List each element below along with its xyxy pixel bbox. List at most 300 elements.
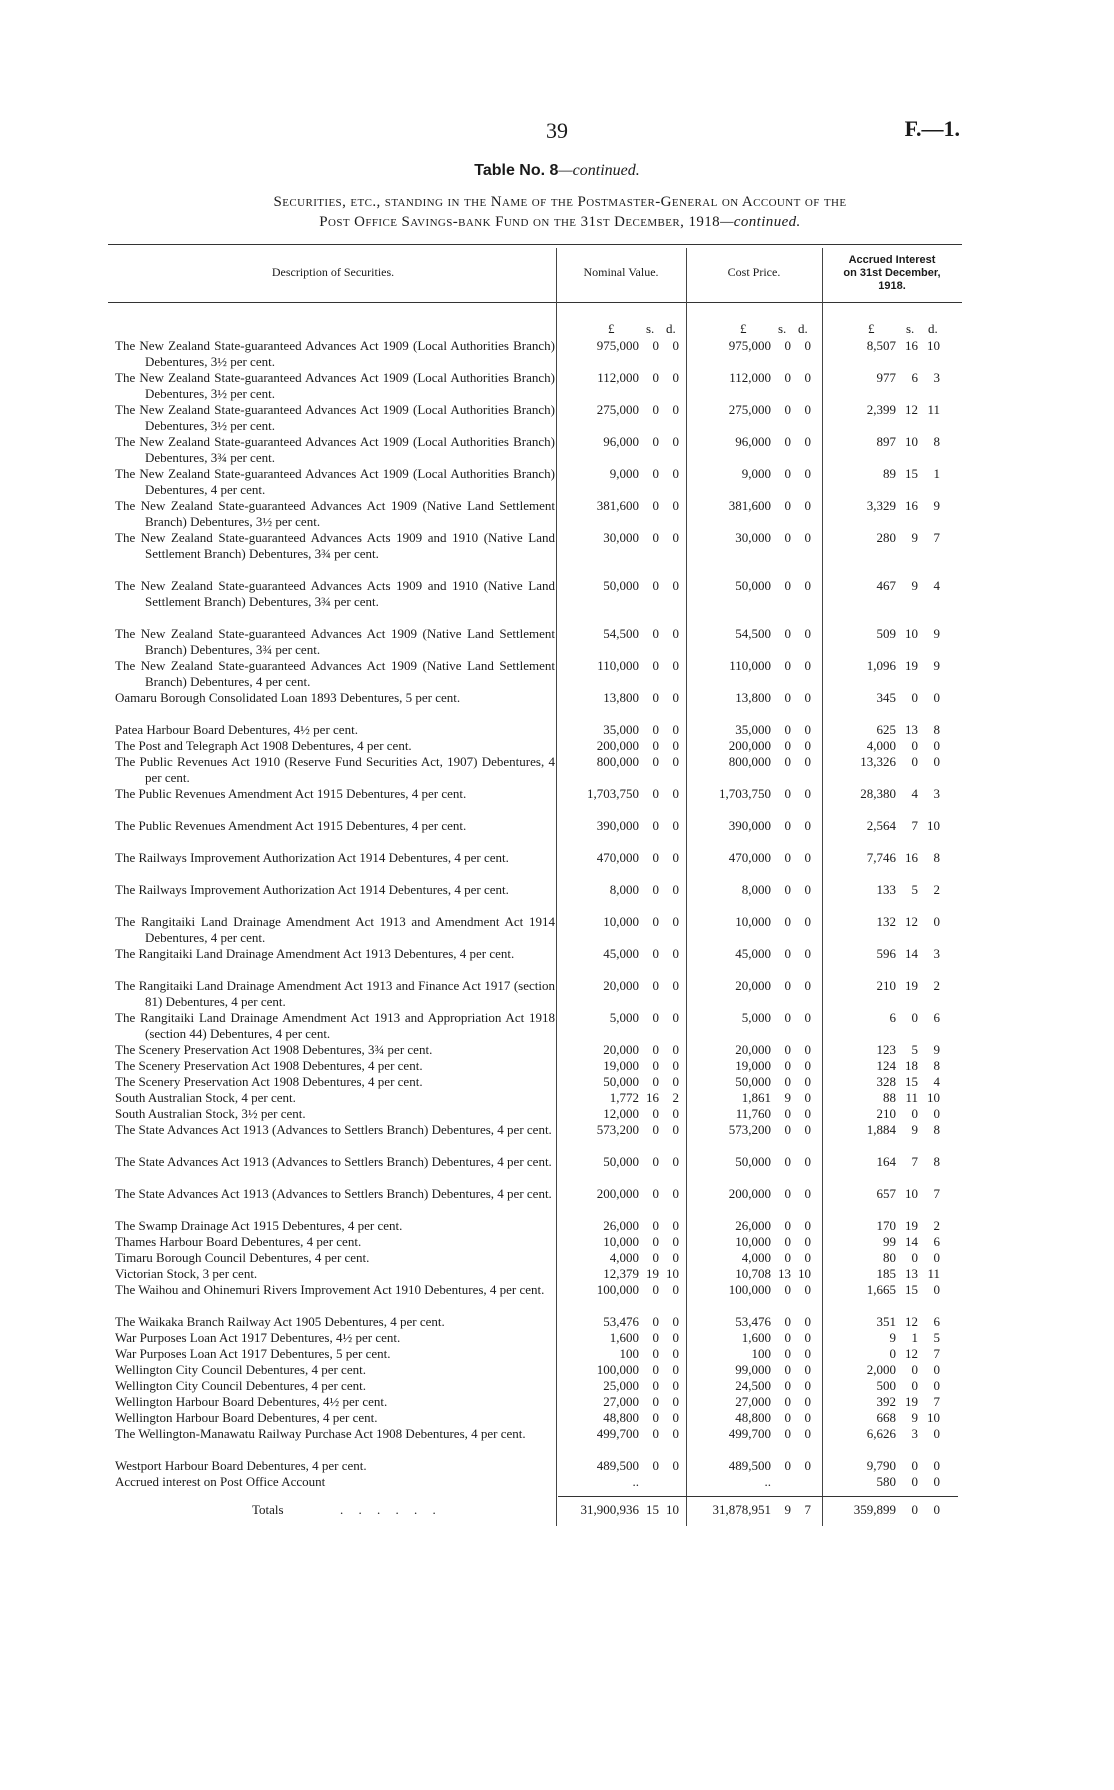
nominal-pence: 0 <box>672 1186 679 1201</box>
table-row <box>0 1410 1114 1426</box>
nominal-pounds: 390,000 <box>596 818 639 833</box>
nominal-pounds: 50,000 <box>603 1074 639 1089</box>
security-description <box>115 1218 555 1234</box>
nominal-pence: 0 <box>672 818 679 833</box>
security-description-text: Oamaru Borough Consolidated Loan 1893 Debentures, 5 per cent. <box>115 690 461 705</box>
nominal-shillings: 0 <box>652 882 659 897</box>
cost-pounds: 11,760 <box>735 1106 771 1121</box>
accrued-pounds: 1,096 <box>866 658 896 673</box>
accrued-pounds: 977 <box>876 370 896 385</box>
security-description <box>115 1410 555 1426</box>
header-top-rule <box>108 244 962 245</box>
nominal-shillings: 16 <box>646 1090 659 1105</box>
nominal-pence: 0 <box>672 850 679 865</box>
table-row <box>0 1266 1114 1282</box>
cost-pence: 0 <box>804 914 811 929</box>
cost-pounds: 26,000 <box>735 1218 771 1233</box>
security-description-text: The New Zealand State-guaranteed Advances Act 1909 (Native Land Settlement Branch) Debentures, 3½ per cent. <box>115 498 555 529</box>
table-row <box>0 1154 1114 1186</box>
nominal-shillings: 0 <box>652 1314 659 1329</box>
security-description <box>115 1074 555 1090</box>
accrued-pounds: 500 <box>876 1378 896 1393</box>
table-row <box>0 914 1114 946</box>
security-description-text: The Rangitaiki Land Drainage Amendment Act 1913 Debentures, 4 per cent. <box>115 946 515 961</box>
cost-shillings: 0 <box>784 1122 791 1137</box>
nominal-pounds: 26,000 <box>603 1218 639 1233</box>
accrued-pence: 0 <box>933 1282 940 1297</box>
nominal-shillings: 0 <box>652 338 659 353</box>
cost-pence: 0 <box>804 1394 811 1409</box>
nominal-pence: 0 <box>672 338 679 353</box>
accrued-shillings: 0 <box>911 690 918 705</box>
accrued-pounds: 6,626 <box>866 1426 896 1441</box>
cost-pounds: 5,000 <box>741 1010 771 1025</box>
totals-row <box>0 1502 1114 1522</box>
totals-cost-pounds: 31,878,951 <box>712 1502 771 1517</box>
cost-pounds: 1,703,750 <box>719 786 771 801</box>
security-description-text: Victorian Stock, 3 per cent. <box>115 1266 258 1281</box>
cost-pence: 0 <box>804 786 811 801</box>
accrued-shillings: 10 <box>905 626 918 641</box>
accrued-pounds: 6 <box>889 1010 896 1025</box>
security-description-text: The New Zealand State-guaranteed Advances Act 1909 (Local Authorities Branch) Debentures, 4 per cent. <box>115 466 555 497</box>
accrued-shillings: 7 <box>911 1154 918 1169</box>
security-description-text: Westport Harbour Board Debentures, 4 per cent. <box>115 1458 367 1473</box>
security-description-text: The State Advances Act 1913 (Advances to Settlers Branch) Debentures, 4 per cent. <box>115 1154 552 1169</box>
security-description-text: Wellington Harbour Board Debentures, 4 per cent. <box>115 1410 378 1425</box>
accrued-pence: 0 <box>933 1106 940 1121</box>
accrued-pounds: 210 <box>876 1106 896 1121</box>
accrued-shillings: 5 <box>911 882 918 897</box>
cost-pence: 0 <box>804 882 811 897</box>
caption-line-1: Securities, etc., standing in the Name of the Postmaster-General on Account of the <box>273 194 847 210</box>
security-description-text: War Purposes Loan Act 1917 Debentures, 5 per cent. <box>115 1346 391 1361</box>
security-description <box>115 1426 555 1442</box>
security-description-text: The Public Revenues Act 1910 (Reserve Fund Securities Act, 1907) Debentures, 4 per cent. <box>115 754 555 785</box>
security-description <box>115 1474 555 1490</box>
cost-pence: 0 <box>804 818 811 833</box>
nominal-pounds: 975,000 <box>596 338 639 353</box>
security-description-text: War Purposes Loan Act 1917 Debentures, 4½ per cent. <box>115 1330 401 1345</box>
accrued-pence: 11 <box>927 402 940 417</box>
nominal-pence: 0 <box>672 786 679 801</box>
accrued-shillings: 0 <box>911 1362 918 1377</box>
accrued-pence: 10 <box>927 818 940 833</box>
cost-shillings: 0 <box>784 370 791 385</box>
cost-pence: 0 <box>804 434 811 449</box>
accrued-pounds: 3,329 <box>866 498 896 513</box>
accrued-pence: 7 <box>933 1394 940 1409</box>
table-row <box>0 1058 1114 1074</box>
cost-pence: 0 <box>804 1458 811 1473</box>
cost-shillings: 0 <box>784 1314 791 1329</box>
accrued-pence: 0 <box>933 754 940 769</box>
nominal-pounds: 1,703,750 <box>587 786 639 801</box>
security-description <box>115 1250 555 1266</box>
security-description-text: The New Zealand State-guaranteed Advances Act 1909 (Native Land Settlement Branch) Debentures, 4 per cent. <box>115 658 555 689</box>
accrued-pounds: 1,884 <box>866 1122 896 1137</box>
nominal-pounds: 110,000 <box>597 658 639 673</box>
security-description <box>115 1362 555 1378</box>
security-description <box>115 1346 555 1362</box>
accrued-pounds: 9 <box>889 1330 896 1345</box>
table-row <box>0 1122 1114 1154</box>
nominal-pence: 0 <box>672 434 679 449</box>
nominal-shillings: 0 <box>652 1154 659 1169</box>
cost-shillings: 0 <box>784 946 791 961</box>
nominal-pence: 0 <box>672 370 679 385</box>
cost-shillings: 0 <box>784 690 791 705</box>
nominal-pounds: 8,000 <box>609 882 639 897</box>
nominal-shillings: 0 <box>652 1346 659 1361</box>
nominal-pounds: 35,000 <box>603 722 639 737</box>
accrued-pounds: 133 <box>876 882 896 897</box>
security-description <box>115 530 555 562</box>
unit-accrued-shilling: s. <box>906 321 915 336</box>
cost-pounds: 4,000 <box>741 1250 771 1265</box>
accrued-shillings: 19 <box>905 978 918 993</box>
accrued-pounds: 124 <box>876 1058 896 1073</box>
cost-pounds: 54,500 <box>735 626 771 641</box>
nominal-pounds: 48,800 <box>603 1410 639 1425</box>
cost-shillings: 0 <box>784 1186 791 1201</box>
cost-pence: 0 <box>804 658 811 673</box>
totals-cost-shillings: 9 <box>784 1502 791 1517</box>
accrued-pence: 8 <box>933 722 940 737</box>
unit-cost-shilling: s. <box>778 321 787 336</box>
security-description <box>115 754 555 786</box>
cost-shillings: 0 <box>784 754 791 769</box>
cost-shillings: 0 <box>784 1106 791 1121</box>
cost-pence: 0 <box>804 850 811 865</box>
cost-pounds: 100,000 <box>728 1282 771 1297</box>
table-row <box>0 1426 1114 1458</box>
header-bottom-rule <box>108 302 962 303</box>
security-description-text: The Post and Telegraph Act 1908 Debentures, 4 per cent. <box>115 738 412 753</box>
table-row <box>0 754 1114 786</box>
nominal-shillings: 0 <box>652 466 659 481</box>
table-row <box>0 1042 1114 1058</box>
nominal-shillings: 0 <box>652 1042 659 1057</box>
accrued-pounds: 80 <box>883 1250 896 1265</box>
security-description-text: Thames Harbour Board Debentures, 4 per cent. <box>115 1234 362 1249</box>
cost-shillings: 0 <box>784 434 791 449</box>
nominal-pounds: 100 <box>619 1346 639 1361</box>
cost-pence: 10 <box>798 1266 811 1281</box>
accrued-pounds: 668 <box>876 1410 896 1425</box>
accrued-shillings: 16 <box>905 498 918 513</box>
accrued-pence: 8 <box>933 1154 940 1169</box>
cost-pence: 0 <box>804 1122 811 1137</box>
accrued-pence: 0 <box>933 1458 940 1473</box>
nominal-shillings: 0 <box>652 1010 659 1025</box>
security-description-text: The New Zealand State-guaranteed Advances Acts 1909 and 1910 (Native Land Settlement Branch) Debentures, 3¾ per cent. <box>115 530 555 561</box>
security-description-text: The Swamp Drainage Act 1915 Debentures, 4 per cent. <box>115 1218 403 1233</box>
cost-pounds: 8,000 <box>741 882 771 897</box>
accrued-pounds: 897 <box>876 434 896 449</box>
table-row <box>0 1362 1114 1378</box>
unit-accrued-pound: £ <box>868 321 875 336</box>
nominal-shillings: 0 <box>652 1426 659 1441</box>
cost-shillings: 0 <box>784 1058 791 1073</box>
nominal-shillings: 0 <box>652 1458 659 1473</box>
cost-pence: 0 <box>804 1250 811 1265</box>
nominal-shillings: 0 <box>652 658 659 673</box>
header-description: Description of Securities. <box>271 265 395 279</box>
nominal-pence: 0 <box>672 1346 679 1361</box>
unit-nominal-shilling: s. <box>646 321 655 336</box>
cost-shillings: 0 <box>784 1378 791 1393</box>
cost-pounds: 800,000 <box>728 754 771 769</box>
cost-pounds: 499,700 <box>728 1426 771 1441</box>
totals-nominal-shillings: 15 <box>646 1502 659 1517</box>
cost-shillings: 0 <box>784 738 791 753</box>
cost-shillings: 0 <box>784 498 791 513</box>
table-row <box>0 338 1114 370</box>
accrued-pence: 10 <box>927 1090 940 1105</box>
accrued-pence: 8 <box>933 1058 940 1073</box>
nominal-shillings: 0 <box>652 1074 659 1089</box>
security-description <box>115 434 555 466</box>
nominal-pence: 0 <box>672 914 679 929</box>
table-row <box>0 1474 1114 1490</box>
accrued-shillings: 19 <box>905 1394 918 1409</box>
security-description-text: Timaru Borough Council Debentures, 4 per cent. <box>115 1250 370 1265</box>
nominal-pence: 0 <box>672 578 679 593</box>
table-row <box>0 1314 1114 1330</box>
security-description-text: The New Zealand State-guaranteed Advances Act 1909 (Local Authorities Branch) Debentures, 3½ per cent. <box>115 370 555 401</box>
security-description <box>115 850 555 866</box>
accrued-pounds: 164 <box>876 1154 896 1169</box>
nominal-shillings: 0 <box>652 1250 659 1265</box>
cost-shillings: 0 <box>784 1394 791 1409</box>
accrued-pounds: 13,326 <box>860 754 896 769</box>
accrued-pounds: 345 <box>876 690 896 705</box>
nominal-shillings: 0 <box>652 738 659 753</box>
nominal-pence: 0 <box>672 1314 679 1329</box>
security-description-text: Accrued interest on Post Office Account <box>115 1474 326 1489</box>
cost-pounds: 45,000 <box>735 946 771 961</box>
table-row <box>0 1458 1114 1474</box>
accrued-shillings: 9 <box>911 1122 918 1137</box>
cost-pounds: 96,000 <box>735 434 771 449</box>
accrued-shillings: 19 <box>905 1218 918 1233</box>
security-description <box>115 1458 555 1474</box>
accrued-pounds: 509 <box>876 626 896 641</box>
security-description <box>115 1186 555 1202</box>
cost-pence: 0 <box>804 1090 811 1105</box>
accrued-pence: 10 <box>927 338 940 353</box>
nominal-pence: 0 <box>672 402 679 417</box>
nominal-pounds: 800,000 <box>596 754 639 769</box>
nominal-shillings: 0 <box>652 434 659 449</box>
security-description-text: The Railways Improvement Authorization Act 1914 Debentures, 4 per cent. <box>115 850 509 865</box>
unit-accrued-pence: d. <box>928 321 938 336</box>
table-row <box>0 786 1114 818</box>
accrued-pence: 3 <box>933 370 940 385</box>
cost-pence: 0 <box>804 1346 811 1361</box>
nominal-shillings: 0 <box>652 1122 659 1137</box>
accrued-shillings: 10 <box>905 434 918 449</box>
security-description <box>115 370 555 402</box>
nominal-shillings: 0 <box>652 370 659 385</box>
table-row <box>0 1250 1114 1266</box>
accrued-pounds: 88 <box>883 1090 896 1105</box>
security-description-text: The Scenery Preservation Act 1908 Debentures, 4 per cent. <box>115 1074 423 1089</box>
cost-shillings: 0 <box>784 578 791 593</box>
cost-pounds: 48,800 <box>735 1410 771 1425</box>
accrued-pence: 5 <box>933 1330 940 1345</box>
nominal-shillings: 0 <box>652 818 659 833</box>
caption-suffix: —continued. <box>720 214 801 230</box>
security-description <box>115 1090 555 1106</box>
cost-pounds: 390,000 <box>728 818 771 833</box>
cost-pence: 0 <box>804 402 811 417</box>
accrued-shillings: 3 <box>911 1426 918 1441</box>
nominal-pence: 0 <box>672 1154 679 1169</box>
accrued-shillings: 16 <box>905 850 918 865</box>
accrued-pounds: 1,665 <box>866 1282 896 1297</box>
security-description-text: The Waikaka Branch Railway Act 1905 Debentures, 4 per cent. <box>115 1314 445 1329</box>
nominal-shillings: 0 <box>652 530 659 545</box>
table-row <box>0 1090 1114 1106</box>
table-caption <box>110 192 1010 232</box>
table-row <box>0 722 1114 738</box>
accrued-shillings: 18 <box>905 1058 918 1073</box>
cost-shillings: 9 <box>784 1090 791 1105</box>
accrued-shillings: 13 <box>905 1266 918 1281</box>
unit-nominal-pound: £ <box>608 321 615 336</box>
nominal-pence: 10 <box>666 1266 679 1281</box>
accrued-shillings: 0 <box>911 1458 918 1473</box>
accrued-pence: 3 <box>933 946 940 961</box>
nominal-shillings: 19 <box>646 1266 659 1281</box>
cost-pence: 0 <box>804 1042 811 1057</box>
cost-pence: 0 <box>804 946 811 961</box>
accrued-pounds: 7,746 <box>866 850 896 865</box>
cost-pence: 0 <box>804 1314 811 1329</box>
header-accrued-line-2: on 31st December, <box>843 267 941 279</box>
accrued-pence: 3 <box>933 786 940 801</box>
security-description-text: The State Advances Act 1913 (Advances to Settlers Branch) Debentures, 4 per cent. <box>115 1186 552 1201</box>
table-row <box>0 658 1114 690</box>
nominal-pounds: 1,772 <box>609 1090 639 1105</box>
cost-shillings: 0 <box>784 658 791 673</box>
accrued-shillings: 15 <box>905 1074 918 1089</box>
nominal-shillings: 0 <box>652 1282 659 1297</box>
nominal-pounds: 50,000 <box>603 578 639 593</box>
cost-pounds: 30,000 <box>735 530 771 545</box>
cost-shillings: 0 <box>784 1154 791 1169</box>
cost-pence: 0 <box>804 1378 811 1393</box>
security-description-text: The Rangitaiki Land Drainage Amendment Act 1913 and Finance Act 1917 (section 81) Debentures, 4 per cent. <box>115 978 555 1009</box>
table-row <box>0 370 1114 402</box>
nominal-pence: 0 <box>672 1394 679 1409</box>
cost-pounds: 50,000 <box>735 1074 771 1089</box>
cost-pence: 0 <box>804 722 811 737</box>
accrued-shillings: 14 <box>905 946 918 961</box>
security-description <box>115 658 555 690</box>
security-description <box>115 1058 555 1074</box>
accrued-shillings: 5 <box>911 1042 918 1057</box>
cost-pounds: 10,000 <box>735 1234 771 1249</box>
nominal-shillings: 0 <box>652 1058 659 1073</box>
security-description-text: The New Zealand State-guaranteed Advances Act 1909 (Local Authorities Branch) Debentures, 3½ per cent. <box>115 338 555 369</box>
table-row <box>0 466 1114 498</box>
cost-pounds: 200,000 <box>728 738 771 753</box>
accrued-pence: 0 <box>933 1362 940 1377</box>
nominal-pounds: 19,000 <box>603 1058 639 1073</box>
header-cost-price: Cost Price. <box>727 265 781 279</box>
accrued-pounds: 185 <box>876 1266 896 1281</box>
security-description <box>115 1378 555 1394</box>
totals-nominal-pounds: 31,900,936 <box>580 1502 639 1517</box>
nominal-pounds: 489,500 <box>596 1458 639 1473</box>
totals-dots: . . . . . . <box>340 1502 442 1517</box>
cost-pounds: 573,200 <box>728 1122 771 1137</box>
accrued-pence: 0 <box>933 690 940 705</box>
accrued-shillings: 0 <box>911 754 918 769</box>
accrued-shillings: 9 <box>911 578 918 593</box>
table-row <box>0 850 1114 882</box>
cost-pounds: 13,800 <box>735 690 771 705</box>
security-description <box>115 1394 555 1410</box>
nominal-pounds: 25,000 <box>603 1378 639 1393</box>
totals-accrued-pounds: 359,899 <box>853 1502 896 1517</box>
nominal-shillings: 0 <box>652 914 659 929</box>
accrued-pence: 7 <box>933 530 940 545</box>
table-row <box>0 626 1114 658</box>
nominal-pence: 0 <box>672 722 679 737</box>
cost-pence: 0 <box>804 1362 811 1377</box>
nominal-pounds: 12,379 <box>603 1266 639 1281</box>
unit-cost-pound: £ <box>740 321 747 336</box>
accrued-pence: 8 <box>933 1122 940 1137</box>
cost-pence: 0 <box>804 1154 811 1169</box>
security-description-text: The Wellington-Manawatu Railway Purchase Act 1908 Debentures, 4 per cent. <box>115 1426 526 1441</box>
security-description <box>115 626 555 658</box>
nominal-pence: 0 <box>672 978 679 993</box>
nominal-pence: 0 <box>672 1378 679 1393</box>
accrued-pence: 2 <box>933 978 940 993</box>
totals-accrued-shillings: 0 <box>911 1502 918 1517</box>
security-description-text: Wellington City Council Debentures, 4 per cent. <box>115 1362 366 1377</box>
nominal-pounds: 5,000 <box>609 1010 639 1025</box>
accrued-pounds: 89 <box>883 466 896 481</box>
nominal-shillings: 0 <box>652 850 659 865</box>
nominal-pence: 0 <box>672 738 679 753</box>
cost-shillings: 0 <box>784 1426 791 1441</box>
nominal-pounds: 100,000 <box>596 1362 639 1377</box>
nominal-pounds: 53,476 <box>603 1314 639 1329</box>
accrued-shillings: 12 <box>905 402 918 417</box>
security-description <box>115 978 555 1010</box>
cost-pounds: 20,000 <box>735 978 771 993</box>
document-reference: F.—1. <box>904 116 960 141</box>
nominal-pounds: 9,000 <box>609 466 639 481</box>
table-title-suffix: —continued. <box>558 162 640 179</box>
nominal-pence: 0 <box>672 1058 679 1073</box>
accrued-pounds: 2,399 <box>866 402 896 417</box>
security-description-text: The State Advances Act 1913 (Advances to Settlers Branch) Debentures, 4 per cent. <box>115 1122 552 1137</box>
cost-pounds: 10,000 <box>735 914 771 929</box>
cost-pence: 0 <box>804 498 811 513</box>
accrued-shillings: 9 <box>911 530 918 545</box>
nominal-pence: 2 <box>672 1090 679 1105</box>
cost-pence: 0 <box>804 1234 811 1249</box>
accrued-pounds: 9,790 <box>866 1458 896 1473</box>
table-row <box>0 1378 1114 1394</box>
